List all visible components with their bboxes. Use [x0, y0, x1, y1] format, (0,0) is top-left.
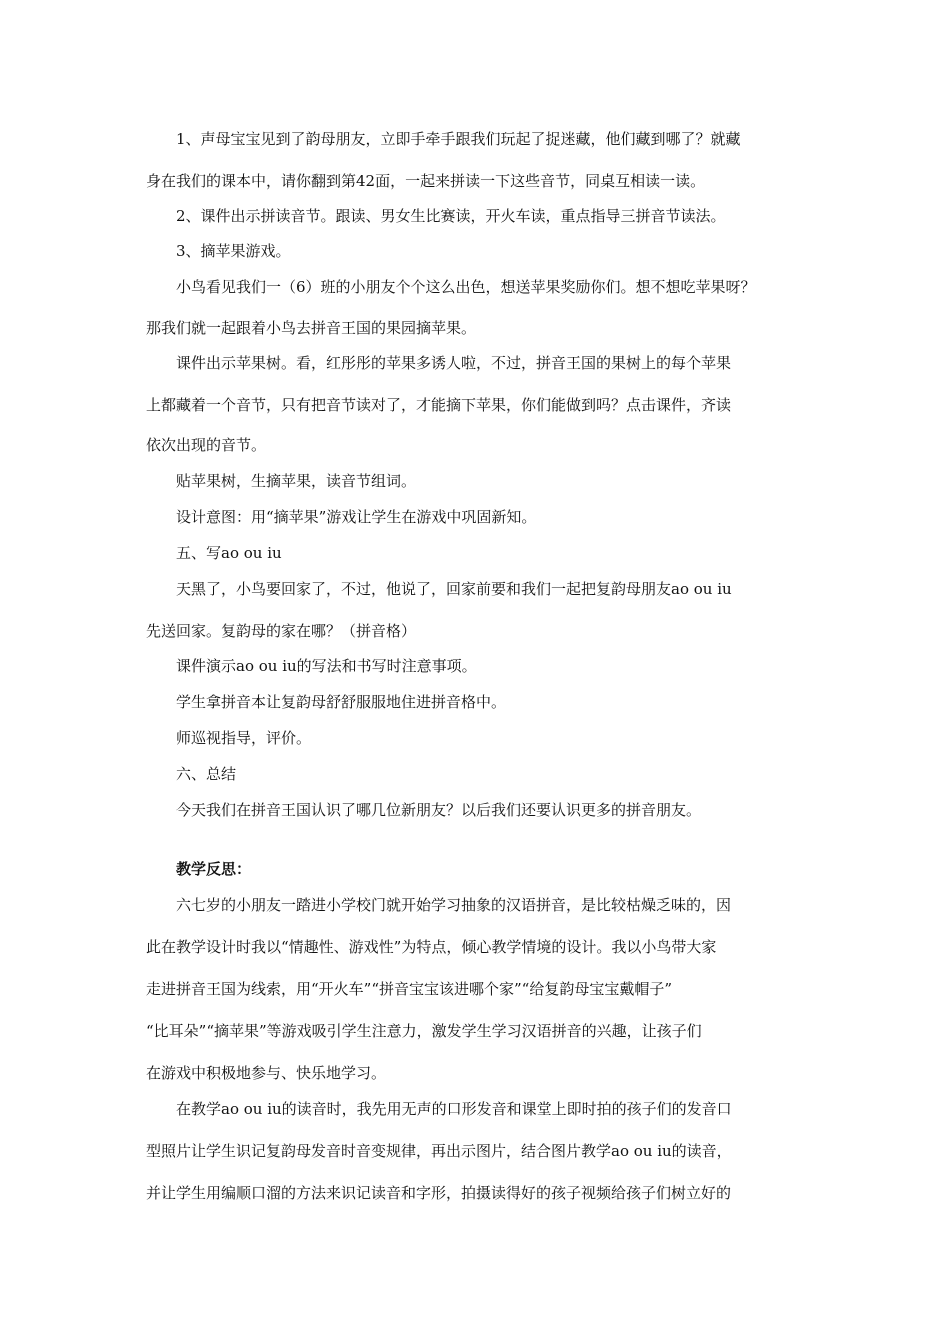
text-line: 小鸟看见我们一（6）班的小朋友个个这么出色，想送苹果奖励你们。想不想吃苹果呀？	[176, 278, 756, 296]
text-line: 今天我们在拼音王国认识了哪几位新朋友？以后我们还要认识更多的拼音朋友。	[176, 801, 702, 819]
text-line: 并让学生用编顺口溜的方法来识记读音和字形，拍摄读得好的孩子视频给孩子们树立好的	[146, 1184, 732, 1202]
text-line: 依次出现的音节。	[146, 436, 267, 454]
text-line: 六七岁的小朋友一踏进小学校门就开始学习抽象的汉语拼音，是比较枯燥乏味的，因	[176, 896, 732, 914]
text-line: 身在我们的课本中，请你翻到第42面，一起来拼读一下这些音节，同桌互相读一读。	[146, 172, 706, 190]
text-line: 3、摘苹果游戏。	[176, 242, 291, 260]
text-line: 先送回家。复韵母的家在哪？（拼音格）	[146, 622, 417, 640]
text-line: 2、课件出示拼读音节。跟读、男女生比赛读，开火车读，重点指导三拼音节读法。	[176, 207, 726, 225]
text-line: 在教学ao ou iu的读音时，我先用无声的口形发音和课堂上即时拍的孩子们的发音口	[176, 1100, 732, 1118]
text-line: 型照片让学生识记复韵母发音时音变规律，再出示图片，结合图片教学ao ou iu的读音，	[146, 1142, 732, 1160]
text-line: 那我们就一起跟着小鸟去拼音王国的果园摘苹果。	[146, 319, 477, 337]
text-line: 贴苹果树，生摘苹果，读音节组词。	[176, 472, 417, 490]
section-heading: 六、总结	[176, 765, 237, 783]
text-line: 学生拿拼音本让复韵母舒舒服服地住进拼音格中。	[176, 693, 507, 711]
text-line: 课件演示ao ou iu的写法和书写时注意事项。	[176, 657, 477, 675]
text-line: 在游戏中积极地参与、快乐地学习。	[146, 1064, 387, 1082]
reflection-heading: 教学反思：	[176, 860, 252, 878]
text-line: 1、声母宝宝见到了韵母朋友，立即手牵手跟我们玩起了捉迷藏，他们藏到哪了？就藏	[176, 130, 741, 148]
text-line: 师巡视指导，评价。	[176, 729, 312, 747]
text-line: 设计意图：用“摘苹果”游戏让学生在游戏中巩固新知。	[176, 508, 537, 526]
text-line: “比耳朵”“摘苹果”等游戏吸引学生注意力，激发学生学习汉语拼音的兴趣，让孩子们	[146, 1022, 702, 1040]
text-line: 课件出示苹果树。看，红彤彤的苹果多诱人啦，不过，拼音王国的果树上的每个苹果	[176, 354, 732, 372]
text-line: 此在教学设计时我以“情趣性、游戏性”为特点，倾心教学情境的设计。我以小鸟带大家	[146, 938, 717, 956]
text-line: 上都藏着一个音节，只有把音节读对了，才能摘下苹果，你们能做到吗？点击课件，齐读	[146, 396, 732, 414]
section-heading: 五、写ao ou iu	[176, 544, 282, 562]
text-line: 走进拼音王国为线索，用“开火车”“拼音宝宝该进哪个家”“给复韵母宝宝戴帽子”	[146, 980, 673, 998]
text-line: 天黑了，小鸟要回家了，不过，他说了，回家前要和我们一起把复韵母朋友ao ou iu	[176, 580, 732, 598]
